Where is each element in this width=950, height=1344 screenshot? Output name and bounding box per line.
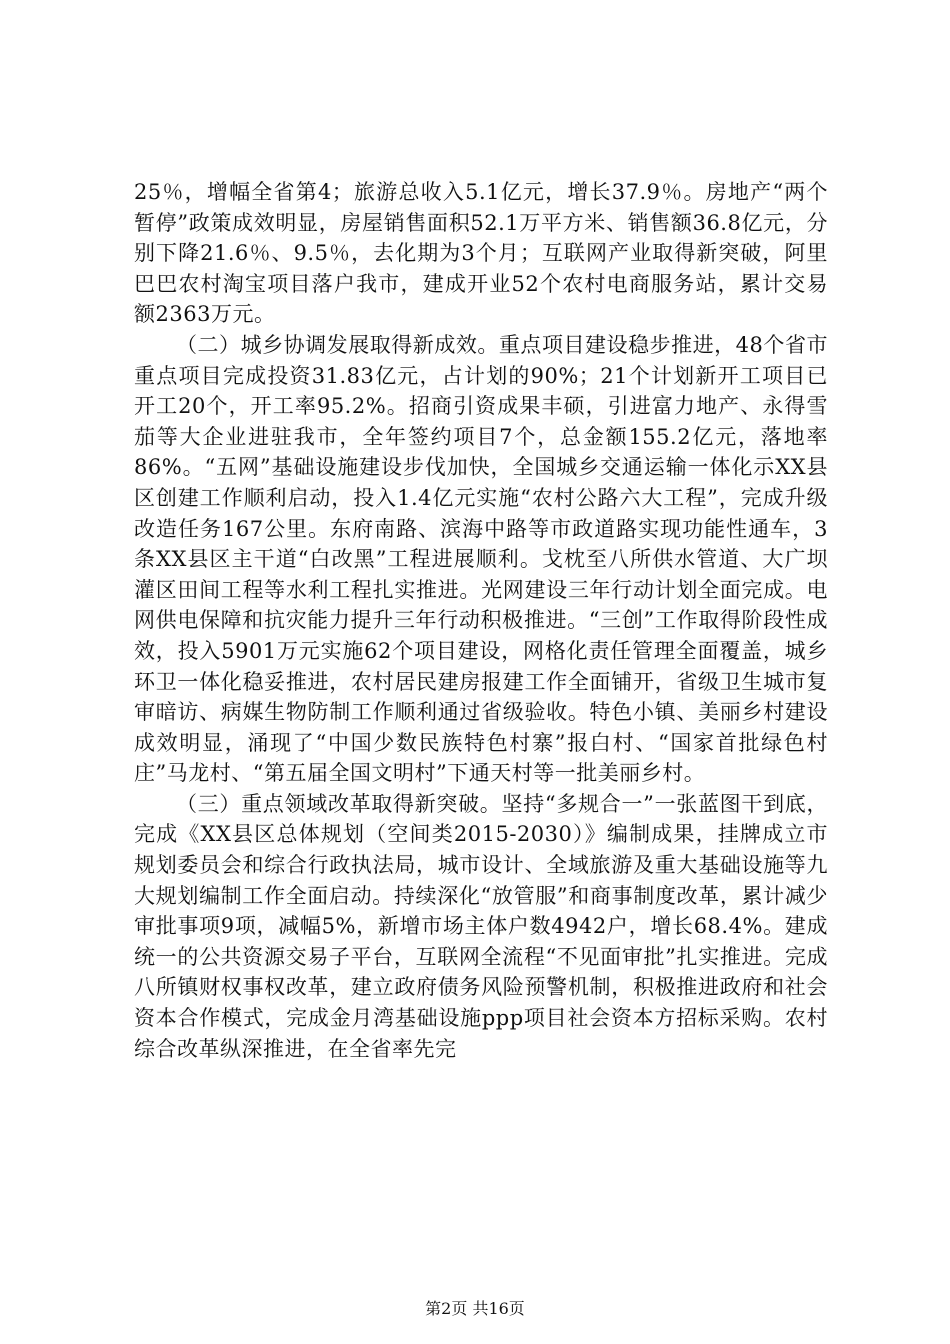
page-number-footer: 第2页 共16页 <box>425 1299 525 1318</box>
paragraph-3: （三）重点领域改革取得新突破。坚持“多规合一”一张蓝图干到底，完成《XX县区总体规划（空间类2015-2030）》编制成果，挂牌成立市规划委员会和综合行政执法局，城市设计、全域旅游及重大基础设施等九大规划编制工作全面启动。持续深化“放管服”和商事制度改革，累计减少审批事项9项，减幅5%，新增市场主体户数4942户，增长68.4%。建成统一的公共资源交易子平台，互联网全流程“不见面审批”扎实推进。完成八所镇财权事权改革，建立政府债务风险预警机制，积极推进政府和社会资本合作模式，完成金月湾基础设施ppp项目社会资本方招标采购。农村综合改革纵深推进，在全省率先完 <box>134 791 828 1061</box>
paragraph-2: （二）城乡协调发展取得新成效。重点项目建设稳步推进，48个省市重点项目完成投资31.83亿元，占计划的90%；21个计划新开工项目已开工20个，开工率95.2%。招商引资成果丰硕，引进富力地产、永得雪茄等大企业进驻我市，全年签约项目7个，总金额155.2亿元，落地率86%。“五网”基础设施建设步伐加快，全国城乡交通运输一体化示XX县区创建工作顺利启动，投入1.4亿元实施“农村公路六大工程”，完成升级改造任务167公里。东府南路、滨海中路等市政道路实现功能性通车，3条XX县区主干道“白改黑”工程进展顺利。戈枕至八所供水管道、大广坝灌区田间工程等水利工程扎实推进。光网建设三年行动计划全面完成。电网供电保障和抗灾能力提升三年行动积极推进。“三创”工作取得阶段性成效，投入5901万元实施62个项目建设，网格化责任管理全面覆盖，城乡环卫一体化稳妥推进，农村居民建房报建工作全面铺开，省级卫生城市复审暗访、病媒生物防制工作顺利通过省级验收。特色小镇、美丽乡村建设成效明显，涌现了“中国少数民族特色村寨”报白村、“国家首批绿色村庄”马龙村、“第五届全国文明村”下通天村等一批美丽乡村。 <box>134 332 828 786</box>
paragraph-1: 25％，增幅全省第4；旅游总收入5.1亿元，增长37.9％。房地产“两个暂停”政策成效明显，房屋销售面积52.1万平方米、销售额36.8亿元，分别下降21.6％、9.5％，去化期为3个月；互联网产业取得新突破，阿里巴巴农村淘宝项目落户我市，建成开业52个农村电商服务站，累计交易额2363万元。 <box>134 180 828 327</box>
document-body <box>134 177 828 1064</box>
